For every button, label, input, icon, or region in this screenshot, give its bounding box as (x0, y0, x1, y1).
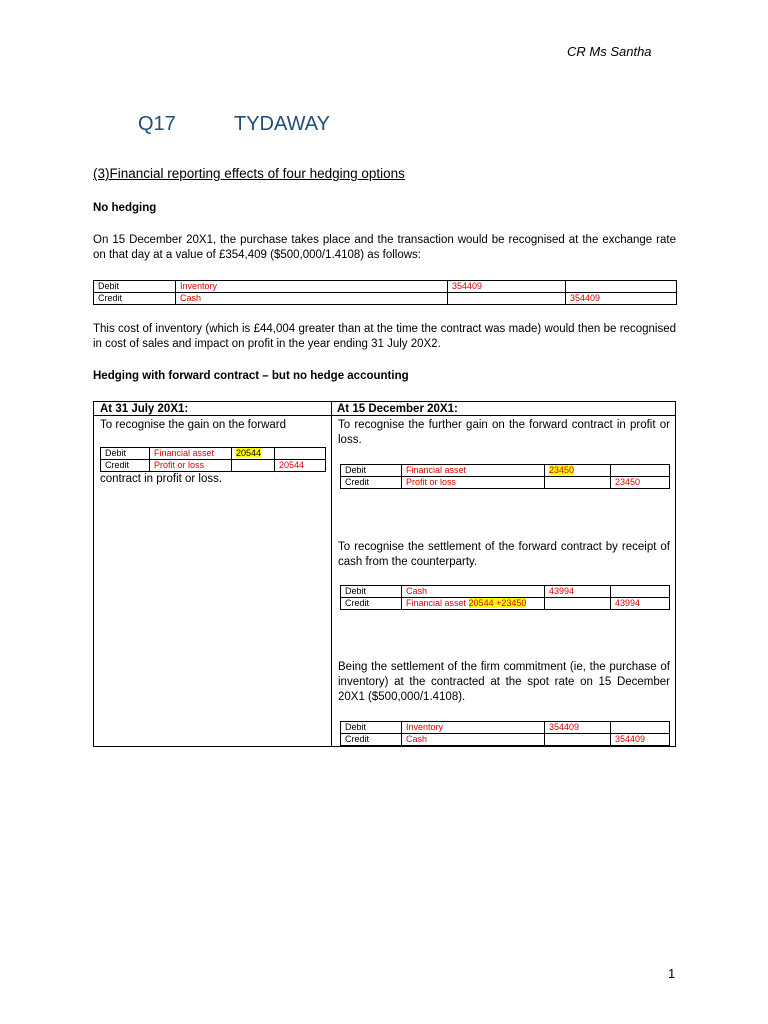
entry-type: Debit (94, 281, 176, 293)
entry-debit (232, 460, 275, 472)
right-journal-table-2 (340, 585, 670, 610)
forward-contract-heading: Hedging with forward contract – but no hedge accounting (93, 370, 409, 382)
right-journal-table-1 (340, 464, 670, 489)
entry-type: Credit (94, 293, 176, 305)
cost-paragraph: This cost of inventory (which is £44,004 greater than at the time the contract was made) would then be recognised in cost of sales and impact on profit in the year ending 31 July 20X2. (93, 323, 676, 350)
entry-type: Debit (341, 465, 402, 477)
entry-debit (545, 734, 611, 746)
entry-account: Financial asset (402, 465, 545, 477)
entry-account: Financial asset 20544 +23450 (402, 598, 545, 610)
no-hedging-paragraph: On 15 December 20X1, the purchase takes place and the transaction would be recognised at the exchange rate on that day at a value of £354,409 ($500,000/1.4108) as follows: (93, 234, 676, 261)
entry-debit (545, 477, 611, 489)
entry-type: Credit (101, 460, 150, 472)
entry-account: Financial asset (150, 448, 232, 460)
entry-credit (566, 281, 677, 293)
table-row (94, 293, 677, 305)
journal-entry-table (93, 280, 677, 305)
right-column-header: At 15 December 20X1: (331, 402, 675, 416)
left-journal-table (100, 447, 326, 472)
question-name: TYDAWAY (234, 113, 330, 135)
entry-credit: 354409 (611, 734, 670, 746)
question-title (138, 113, 330, 136)
entry-account: Inventory (176, 281, 448, 293)
entry-type: Credit (341, 477, 402, 489)
entry-account-highlight: 20544 +23450 (468, 598, 527, 608)
entry-credit (611, 465, 670, 477)
entry-credit (275, 448, 326, 460)
entry-type: Debit (341, 586, 402, 598)
table-row (94, 281, 677, 293)
table-row (101, 460, 326, 472)
table-row (341, 465, 670, 477)
entry-debit (448, 293, 566, 305)
page-number: 1 (668, 966, 676, 981)
table-row (341, 734, 670, 746)
entry-account: Profit or loss (150, 460, 232, 472)
question-number: Q17 (138, 113, 176, 135)
table-row (341, 598, 670, 610)
entry-account: Cash (402, 586, 545, 598)
entry-credit: 43994 (611, 598, 670, 610)
table-row (341, 586, 670, 598)
entry-type: Debit (341, 722, 402, 734)
table-row (341, 722, 670, 734)
right-journal-table-3 (340, 721, 670, 746)
entry-debit: 23450 (545, 465, 611, 477)
forward-contract-table (93, 401, 676, 747)
table-row (101, 448, 326, 460)
entry-debit: 354409 (448, 281, 566, 293)
left-text-a: To recognise the gain on the forward (100, 419, 287, 431)
left-text-b: contract in profit or loss. (100, 473, 223, 485)
entry-debit: 20544 (232, 448, 275, 460)
column-divider (331, 402, 332, 746)
right-text-2: To recognise the settlement of the forward contract by receipt of cash from the counterparty. (338, 541, 670, 568)
entry-credit: 354409 (566, 293, 677, 305)
right-text-3: Being the settlement of the firm commitment (ie, the purchase of inventory) at the contracted at the spot rate on 15 December 20X1 ($500,000/1.4108). (338, 661, 670, 703)
entry-account: Cash (402, 734, 545, 746)
entry-debit (545, 598, 611, 610)
no-hedging-heading: No hedging (93, 202, 157, 214)
table-row (341, 477, 670, 489)
left-column-header: At 31 July 20X1: (94, 402, 331, 416)
entry-credit (611, 722, 670, 734)
entry-credit: 23450 (611, 477, 670, 489)
entry-type: Credit (341, 598, 402, 610)
entry-debit: 354409 (545, 722, 611, 734)
entry-credit: 20544 (275, 460, 326, 472)
right-text-1: To recognise the further gain on the forward contract in profit or loss. (338, 419, 670, 446)
entry-credit (611, 586, 670, 598)
entry-account: Inventory (402, 722, 545, 734)
entry-type: Debit (101, 448, 150, 460)
entry-account: Profit or loss (402, 477, 545, 489)
entry-type: Credit (341, 734, 402, 746)
entry-debit: 43994 (545, 586, 611, 598)
section-title: (3)Financial reporting effects of four hedging options (93, 166, 405, 181)
entry-account: Cash (176, 293, 448, 305)
author-label: CR Ms Santha (567, 44, 652, 59)
